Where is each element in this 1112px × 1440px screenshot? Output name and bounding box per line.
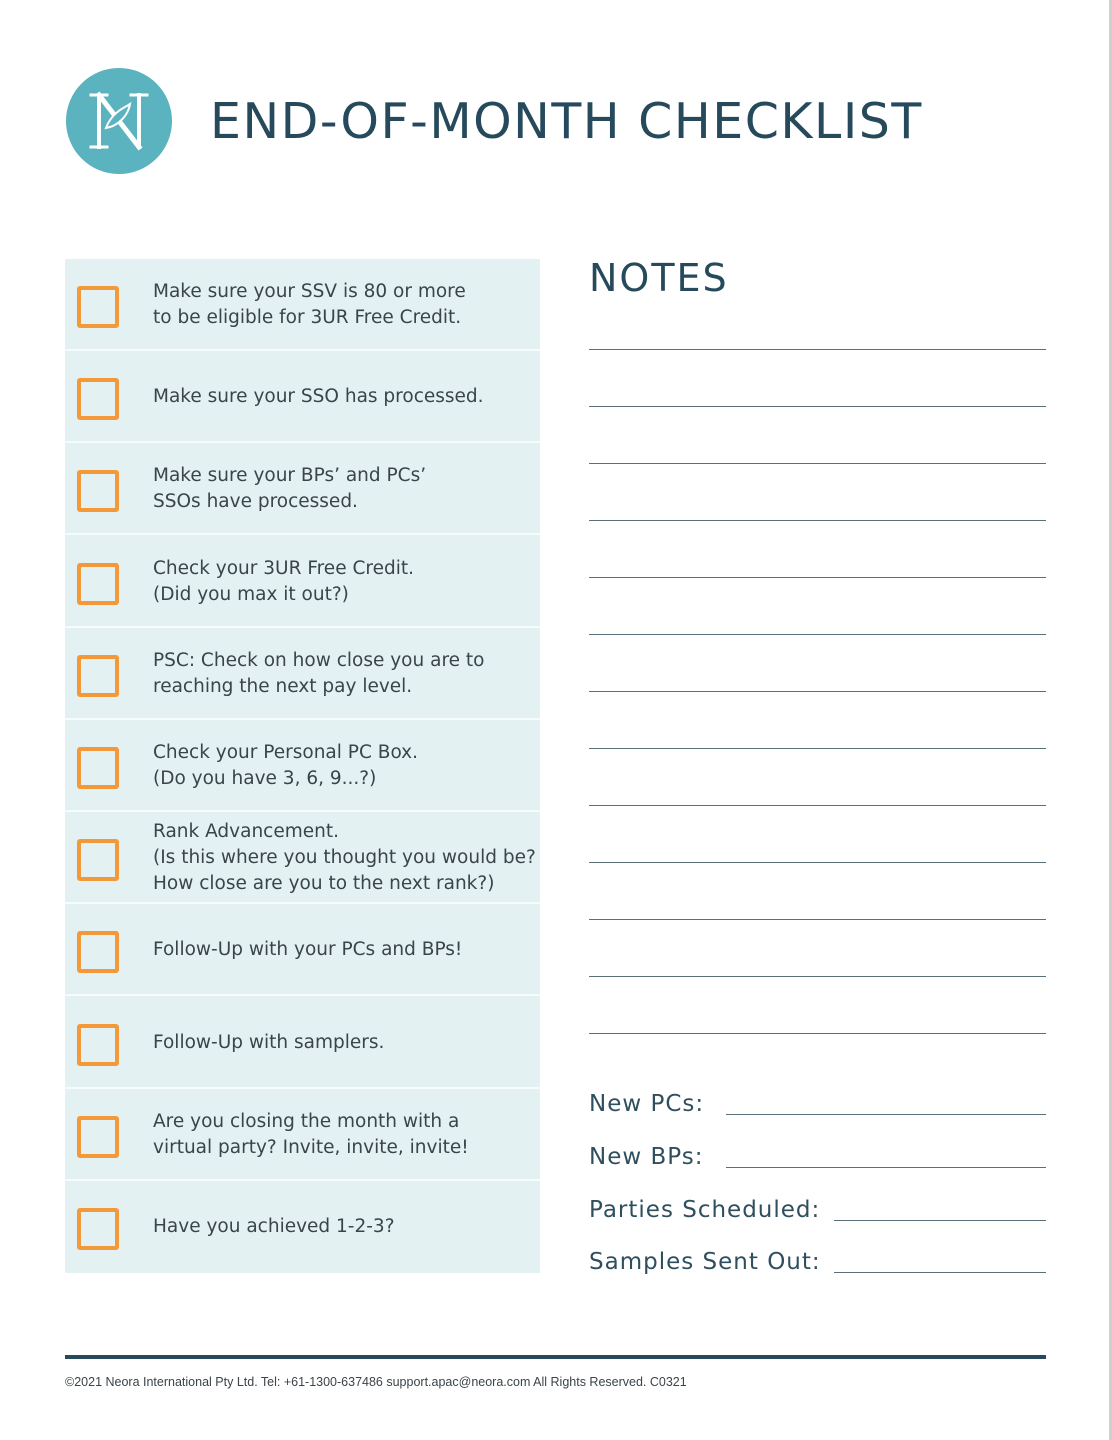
- stat-row: [589, 1183, 1046, 1223]
- stat-fill-line[interactable]: [834, 1220, 1046, 1221]
- checklist-checkbox[interactable]: [77, 655, 119, 697]
- checklist-item-text: Make sure your BPs’ and PCs’ SSOs have processed.: [153, 465, 427, 512]
- checklist-item: [65, 536, 540, 628]
- stat-row: [589, 1130, 1046, 1170]
- notes-heading: NOTES: [589, 256, 729, 300]
- checklist-checkbox[interactable]: [77, 378, 119, 420]
- notes-line[interactable]: [589, 406, 1046, 407]
- checklist-item-text: Check your Personal PC Box. (Do you have 3, 6, 9...?): [153, 742, 419, 789]
- stat-label: New BPs:: [589, 1144, 704, 1170]
- stat-row: [589, 1077, 1046, 1117]
- checklist-item-text: Make sure your SSV is 80 or more to be eligible for 3UR Free Credit.: [153, 281, 466, 328]
- notes-line[interactable]: [589, 919, 1046, 920]
- stat-fill-line[interactable]: [726, 1114, 1046, 1115]
- stat-fill-line[interactable]: [726, 1167, 1046, 1168]
- checklist-item: [65, 628, 540, 720]
- notes-line[interactable]: [589, 862, 1046, 863]
- checklist-item: [65, 351, 540, 443]
- stat-row: [589, 1235, 1046, 1275]
- checklist-item: [65, 997, 540, 1089]
- checklist-item: [65, 259, 540, 351]
- checklist-item-text: PSC: Check on how close you are to reaching the next pay level.: [153, 650, 485, 697]
- checklist-item-text: Make sure your SSO has processed.: [153, 386, 484, 407]
- stat-fill-line[interactable]: [834, 1272, 1046, 1273]
- checklist-checkbox[interactable]: [77, 470, 119, 512]
- checklist-item-text: Check your 3UR Free Credit. (Did you max it out?): [153, 558, 414, 605]
- checklist-item: [65, 443, 540, 535]
- checklist-checkbox[interactable]: [77, 931, 119, 973]
- neora-logo: [66, 68, 172, 174]
- checklist-item-text: Follow-Up with samplers.: [153, 1032, 385, 1053]
- notes-line[interactable]: [589, 691, 1046, 692]
- notes-line[interactable]: [589, 634, 1046, 635]
- stat-label: Samples Sent Out:: [589, 1249, 821, 1275]
- checklist-checkbox[interactable]: [77, 1116, 119, 1158]
- checklist: [65, 259, 540, 1273]
- neora-logo-mark: [66, 68, 172, 174]
- notes-line[interactable]: [589, 805, 1046, 806]
- notes-line[interactable]: [589, 520, 1046, 521]
- checklist-item: [65, 720, 540, 812]
- checklist-checkbox[interactable]: [77, 286, 119, 328]
- checklist-item: [65, 904, 540, 996]
- notes-line[interactable]: [589, 1033, 1046, 1034]
- checklist-item-text: Are you closing the month with a virtual party? Invite, invite, invite!: [153, 1111, 469, 1158]
- checklist-checkbox[interactable]: [77, 563, 119, 605]
- notes-line[interactable]: [589, 748, 1046, 749]
- checklist-checkbox[interactable]: [77, 1024, 119, 1066]
- page-title: END-OF-MONTH CHECKLIST: [210, 93, 923, 150]
- stat-label: New PCs:: [589, 1091, 705, 1117]
- notes-line[interactable]: [589, 976, 1046, 977]
- footer-divider: [65, 1355, 1046, 1359]
- checklist-checkbox[interactable]: [77, 1208, 119, 1250]
- notes-line[interactable]: [589, 349, 1046, 350]
- checklist-item-text: Follow-Up with your PCs and BPs!: [153, 939, 463, 960]
- footer-copyright: ©2021 Neora International Pty Ltd. Tel: +61-1300-637486 support.apac@neora.com All Rights Reserved. C0321: [65, 1375, 687, 1389]
- checklist-checkbox[interactable]: [77, 747, 119, 789]
- notes-line[interactable]: [589, 463, 1046, 464]
- stat-label: Parties Scheduled:: [589, 1197, 821, 1223]
- notes-line[interactable]: [589, 577, 1046, 578]
- checklist-checkbox[interactable]: [77, 839, 119, 881]
- checklist-item: [65, 1181, 540, 1273]
- checklist-item-text: Rank Advancement. (Is this where you thought you would be? How close are you to the next rank?): [153, 821, 536, 894]
- checklist-item: [65, 812, 540, 904]
- checklist-item: [65, 1089, 540, 1181]
- checklist-item-text: Have you achieved 1-2-3?: [153, 1216, 395, 1237]
